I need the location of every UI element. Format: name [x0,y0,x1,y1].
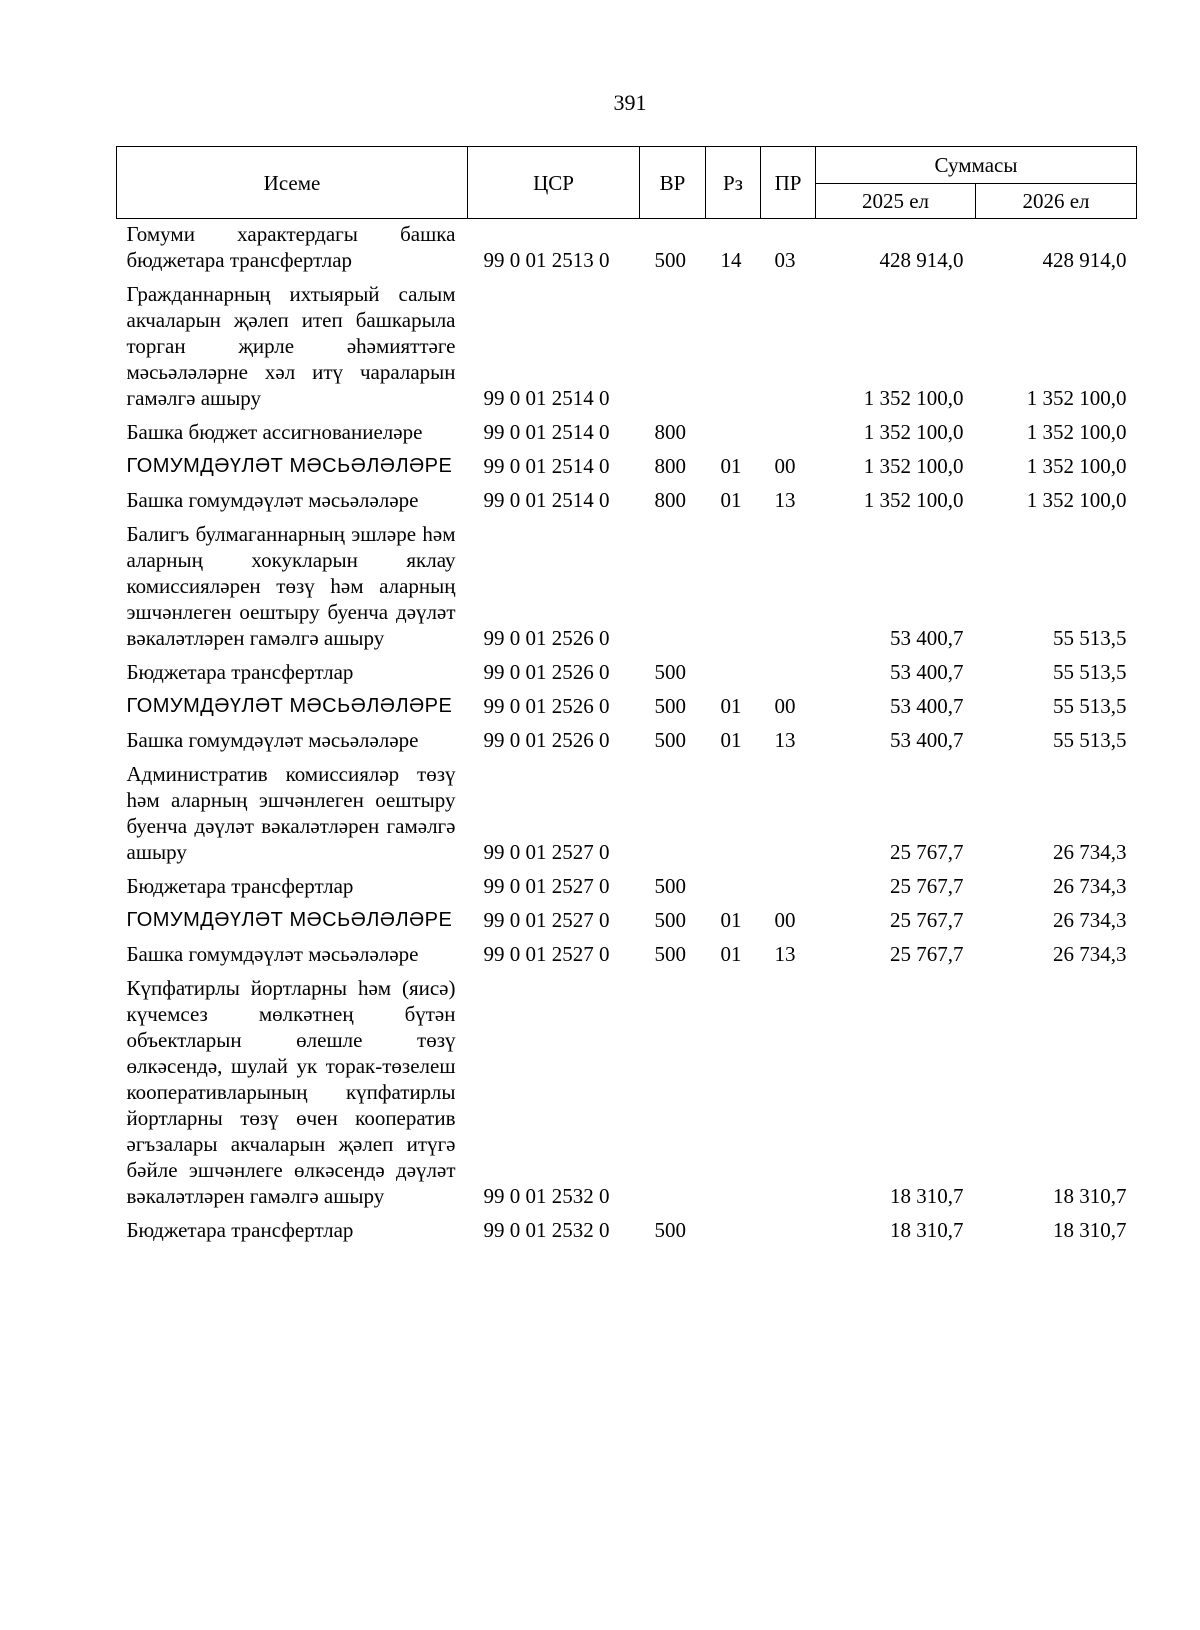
row-csr: 99 0 01 2514 0 [483,386,610,410]
table-row [117,1209,1137,1243]
row-amount-2026: 428 914,0 [1042,248,1127,272]
row-name: Гомуми характердагы башка бюджетара трансфертлар [126,222,456,272]
row-amount-2026: 26 734,3 [1053,840,1127,864]
row-amount-2026: 18 310,7 [1053,1218,1127,1242]
table-header [117,147,1137,219]
table-row [117,753,1137,865]
row-rz: 01 [720,454,742,478]
table-row [117,513,1137,651]
row-vr: 500 [654,694,686,718]
table-row [117,273,1137,411]
row-csr: 99 0 01 2514 0 [483,488,610,512]
row-vr: 500 [654,908,686,932]
row-amount-2025: 25 767,7 [890,874,964,898]
row-rz [706,967,761,1209]
row-name: Бюджетара трансфертлар [126,660,354,684]
row-pr [761,1209,816,1243]
row-name: Гражданнарның ихтыярый салым акчаларын җәлеп итеп башкарыла торган җирле әһәмияттәге мәсьәләләрне хәл итү чараларын гамәлгә ашыру [126,282,456,410]
row-amount-2026: 1 352 100,0 [1026,420,1127,444]
row-amount-2026: 55 513,5 [1053,694,1127,718]
row-name: ГОМУМДӘҮЛӘТ МӘСЬӘЛӘЛӘРЕ [126,455,453,477]
row-amount-2025: 18 310,7 [890,1184,964,1208]
header-year-2026: 2026 ел [976,184,1137,219]
row-amount-2026: 55 513,5 [1053,626,1127,650]
table-row [117,651,1137,685]
row-pr [761,651,816,685]
row-amount-2026: 26 734,3 [1053,908,1127,932]
header-vr: ВР [640,147,706,219]
row-csr: 99 0 01 2513 0 [483,248,610,272]
row-vr: 500 [654,1218,686,1242]
row-pr [761,411,816,445]
table-row [117,411,1137,445]
header-rz: Рз [706,147,761,219]
table-row [117,933,1137,967]
row-pr: 00 [774,908,796,932]
row-vr: 500 [654,660,686,684]
row-rz [706,651,761,685]
row-rz [706,513,761,651]
table-row [117,479,1137,513]
row-amount-2026: 1 352 100,0 [1026,386,1127,410]
row-pr [761,967,816,1209]
row-pr: 13 [774,942,796,966]
row-amount-2025: 53 400,7 [890,660,964,684]
row-rz: 01 [720,728,742,752]
row-csr: 99 0 01 2527 0 [483,942,610,966]
row-amount-2025: 53 400,7 [890,728,964,752]
table-row [117,219,1137,274]
row-csr: 99 0 01 2527 0 [483,908,610,932]
budget-table [116,146,1137,1243]
row-vr: 800 [654,488,686,512]
row-vr: 500 [654,248,686,272]
row-amount-2026: 26 734,3 [1053,942,1127,966]
row-rz: 01 [720,942,742,966]
row-amount-2025: 1 352 100,0 [863,488,964,512]
row-vr: 800 [654,454,686,478]
row-pr [761,273,816,411]
row-amount-2026: 1 352 100,0 [1026,488,1127,512]
row-amount-2025: 53 400,7 [890,694,964,718]
row-amount-2026: 55 513,5 [1053,728,1127,752]
row-pr [761,513,816,651]
header-pr: ПР [761,147,816,219]
row-csr: 99 0 01 2526 0 [483,660,610,684]
row-vr [640,273,706,411]
row-pr: 13 [774,728,796,752]
row-pr: 03 [774,248,796,272]
table-body [117,219,1137,1244]
table-row [117,899,1137,933]
table-row [117,445,1137,479]
row-rz: 01 [720,694,742,718]
row-rz [706,411,761,445]
row-amount-2025: 25 767,7 [890,908,964,932]
row-csr: 99 0 01 2526 0 [483,694,610,718]
row-name: Бюджетара трансфертлар [126,1218,354,1242]
row-rz [706,1209,761,1243]
header-csr: ЦСР [468,147,640,219]
row-name: Башка бюджет ассигнованиеләре [126,420,423,444]
row-amount-2026: 1 352 100,0 [1026,454,1127,478]
row-pr [761,865,816,899]
row-csr: 99 0 01 2527 0 [483,874,610,898]
row-name: Административ комиссияләр төзү һәм аларның эшчәнлеген оештыру буенча дәүләт вәкаләтләрен гамәлгә ашыру [126,762,456,864]
row-vr: 500 [654,874,686,898]
row-csr: 99 0 01 2532 0 [483,1184,610,1208]
header-name: Исеме [117,147,468,219]
row-amount-2026: 26 734,3 [1053,874,1127,898]
row-csr: 99 0 01 2532 0 [483,1218,610,1242]
row-pr: 00 [774,694,796,718]
row-pr: 00 [774,454,796,478]
header-sums: Суммасы [816,147,1137,184]
row-rz [706,273,761,411]
row-name: Башка гомумдәүләт мәсьәләләре [126,488,419,512]
row-rz: 14 [720,248,742,272]
row-vr: 500 [654,942,686,966]
row-csr: 99 0 01 2514 0 [483,420,610,444]
row-amount-2025: 1 352 100,0 [863,420,964,444]
header-year-2025: 2025 ел [816,184,976,219]
row-rz [706,865,761,899]
row-amount-2026: 18 310,7 [1053,1184,1127,1208]
row-amount-2025: 428 914,0 [879,248,964,272]
row-csr: 99 0 01 2514 0 [483,454,610,478]
row-vr [640,753,706,865]
row-pr [761,753,816,865]
row-name: Күпфатирлы йортларны һәм (яисә) күчемсез мөлкәтнең бүтән объектларын өлешле төзү өлкәсендә, шулай ук торак-төзелеш кооперативларының күпфатирлы йортларны төзү өчен кооператив әгъзалары акчаларын җәлеп итүгә бәйле эшчәнлеге өлкәсендә дәүләт вәкаләтләрен гамәлгә ашыру [126,976,456,1208]
row-name: ГОМУМДӘҮЛӘТ МӘСЬӘЛӘЛӘРЕ [126,909,453,931]
table-row [117,685,1137,719]
row-csr: 99 0 01 2526 0 [483,728,610,752]
row-csr: 99 0 01 2526 0 [483,626,610,650]
row-amount-2025: 18 310,7 [890,1218,964,1242]
row-name: Бюджетара трансфертлар [126,874,354,898]
table-row [117,967,1137,1209]
row-name: Балигъ булмаганнарның эшләре һәм аларның хокукларын яклау комиссияләрен төзү һәм аларның эшчәнлеген оештыру буенча дәүләт вәкаләтләрен гамәлгә ашыру [126,522,456,650]
row-amount-2025: 1 352 100,0 [863,386,964,410]
row-csr: 99 0 01 2527 0 [483,840,610,864]
row-rz: 01 [720,488,742,512]
row-amount-2025: 25 767,7 [890,942,964,966]
row-amount-2026: 55 513,5 [1053,660,1127,684]
row-rz [706,753,761,865]
table-row [117,719,1137,753]
row-pr: 13 [774,488,796,512]
row-amount-2025: 25 767,7 [890,840,964,864]
table-row [117,865,1137,899]
row-name: ГОМУМДӘҮЛӘТ МӘСЬӘЛӘЛӘРЕ [126,695,453,717]
row-amount-2025: 53 400,7 [890,626,964,650]
row-name: Башка гомумдәүләт мәсьәләләре [126,728,419,752]
page-number: 391 [613,90,647,115]
row-vr [640,967,706,1209]
row-amount-2025: 1 352 100,0 [863,454,964,478]
row-vr [640,513,706,651]
row-name: Башка гомумдәүләт мәсьәләләре [126,942,419,966]
row-rz: 01 [720,908,742,932]
row-vr: 500 [654,728,686,752]
row-vr: 800 [654,420,686,444]
